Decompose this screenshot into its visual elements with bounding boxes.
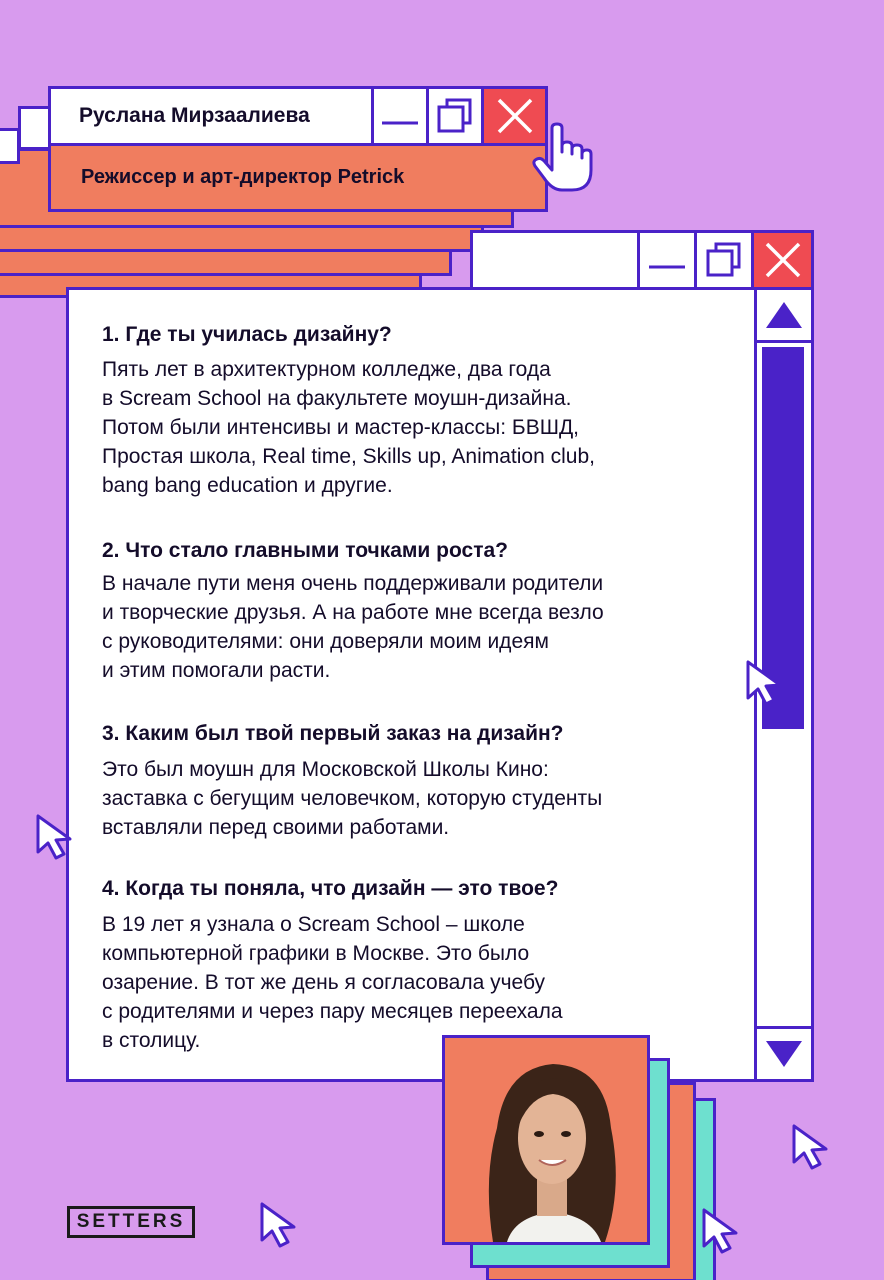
scroll-up-icon	[764, 298, 804, 332]
header-window	[48, 86, 548, 212]
arrow-cursor-icon	[34, 812, 80, 862]
scroll-down-button[interactable]	[754, 1026, 814, 1082]
portrait-photo	[445, 1038, 647, 1242]
header-stack-white-2	[0, 128, 20, 164]
main-close-button[interactable]	[751, 230, 814, 290]
person-role: Режиссер и арт-директор Petrick	[81, 166, 405, 188]
arrow-cursor-icon	[700, 1206, 746, 1256]
answer-3	[102, 755, 602, 842]
maximize-icon	[704, 240, 744, 280]
hand-cursor-icon	[532, 122, 594, 194]
answer-line: с родителями и через пару месяцев переехала	[102, 1000, 563, 1023]
answer-1	[102, 355, 595, 500]
maximize-icon	[435, 96, 475, 136]
main-maximize-button[interactable]	[694, 230, 754, 290]
answer-line: озарение. В тот же день я согласовала учебу	[102, 971, 546, 994]
answer-line: в столицу.	[102, 1029, 201, 1052]
arrow-cursor-icon	[744, 658, 790, 708]
answer-line: вставляли перед своими работами.	[102, 816, 450, 839]
header-title-bar	[48, 86, 374, 146]
answer-line: Это был моушн для Московской Школы Кино:	[102, 758, 549, 781]
answer-line: В начале пути меня очень поддерживали родители	[102, 572, 604, 595]
photo-frame	[442, 1035, 650, 1245]
minimize-icon	[380, 101, 420, 131]
minimize-icon	[647, 245, 687, 275]
answer-2	[102, 569, 604, 685]
close-icon	[763, 240, 803, 280]
header-maximize-button[interactable]	[426, 86, 484, 146]
question-2: 2. Что стало главными точками роста?	[102, 539, 509, 562]
scroll-up-button[interactable]	[754, 287, 814, 343]
answer-line: компьютерной графики в Москве. Это было	[102, 942, 530, 965]
answer-line: с руководителями: они доверяли моим идеям	[102, 630, 549, 653]
answer-4	[102, 910, 563, 1055]
main-minimize-button[interactable]	[637, 230, 697, 290]
arrow-cursor-icon	[790, 1122, 836, 1172]
setters-logo: SETTERS	[67, 1206, 195, 1238]
answer-line: Пять лет в архитектурном колледже, два года	[102, 358, 551, 381]
question-3: 3. Каким был твой первый заказ на дизайн?	[102, 722, 564, 745]
answer-line: В 19 лет я узнала о Scream School – школе	[102, 913, 525, 936]
answer-line: и этим помогали расти.	[102, 659, 331, 682]
answer-line: и творческие друзья. А на работе мне всегда везло	[102, 601, 604, 624]
answer-line: Простая школа, Real time, Skills up, Animation club,	[102, 445, 595, 468]
answer-line: заставка с бегущим человечком, которую студенты	[102, 787, 603, 810]
answer-line: bang bang education и другие.	[102, 474, 393, 497]
header-minimize-button[interactable]	[371, 86, 429, 146]
close-icon	[495, 96, 535, 136]
question-4: 4. Когда ты поняла, что дизайн — это твое?	[102, 877, 559, 900]
main-window	[66, 230, 814, 1082]
person-name: Руслана Мирзаалиева	[79, 104, 310, 127]
question-1: 1. Где ты училась дизайну?	[102, 323, 392, 346]
scroll-down-icon	[764, 1037, 804, 1071]
answer-line: Потом были интенсивы и мастер-классы: БВШД,	[102, 416, 580, 439]
answer-line: в Scream School на факультете моушн-дизайна.	[102, 387, 572, 410]
arrow-cursor-icon	[258, 1200, 304, 1250]
header-subtitle-bar	[48, 143, 548, 212]
